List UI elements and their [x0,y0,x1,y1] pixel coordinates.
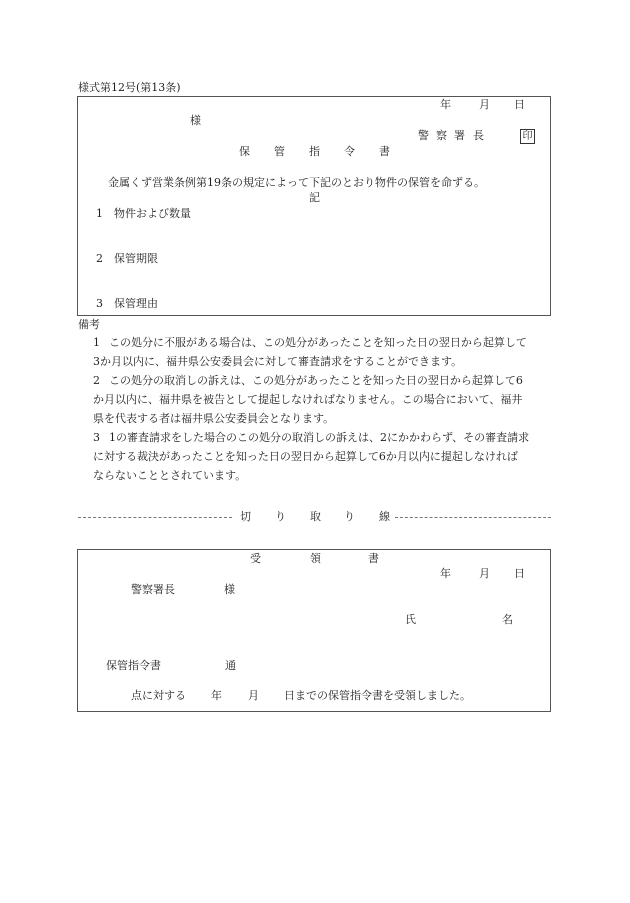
note-1-line-2: 3か月以内に、福井県公安委員会に対して審査請求をすることができます。 [93,355,463,368]
order-date-month: 月 [479,98,490,111]
name-label-char-1: 氏 [405,613,416,626]
item-3-label: 保管理由 [114,297,158,310]
note-2-line-2: か月以内に、福井県を被告として提起しなければなりません。この場合において、福井 [93,393,523,406]
item-1-number: 1 [96,207,103,220]
title-char-5: 書 [379,145,390,158]
note-2-number: 2 [93,374,100,387]
note-2-line-1: この処分の取消しの訴えは、この処分があったことを知った日の翌日から起算して6 [109,374,523,387]
title-char-4: 令 [344,145,355,158]
issuer-char-4: 長 [473,129,484,142]
note-1-number: 1 [93,336,100,349]
note-2-line-3: 県を代表する者は福井県公安委員会となります。 [93,412,335,425]
name-label-char-2: 名 [502,613,513,626]
order-addressee-suffix: 様 [190,114,201,127]
issuer-char-3: 署 [454,129,465,142]
ki-label: 記 [309,191,320,204]
cut-char-3: 取 [310,510,321,523]
statement-part-2: 日までの保管指令書を受領しました。 [284,689,471,702]
cut-char-4: り [344,510,355,523]
receipt-title-char-2: 領 [310,552,321,565]
title-char-1: 保 [239,145,250,158]
order-date-day: 日 [514,98,525,111]
issuer-char-1: 警 [418,129,429,142]
order-body-text: 金属くず営業条例第19条の規定によって下記のとおり物件の保管を命ずる。 [108,176,485,189]
receipt-title-char-3: 書 [368,552,379,565]
statement-month: 月 [248,689,259,702]
statement-year: 年 [211,689,222,702]
receipt-addressee: 警察署長 [131,583,175,596]
cut-char-2: り [275,510,286,523]
title-char-2: 管 [274,145,285,158]
note-3-line-1: 1の審査請求をした場合のこの処分の取消しの訴えは、2にかかわらず、その審査請求 [109,431,530,444]
statement-part-1: 点に対する [131,689,186,702]
note-3-line-2: に対する裁決があったことを知った日の翌日から起算して6か月以内に提起しなければ [93,450,518,463]
remarks-heading: 備考 [78,318,100,331]
issuer-char-2: 察 [436,129,447,142]
item-2-label: 保管期限 [114,252,158,265]
cut-line-left [78,517,232,518]
item-1-label: 物件および数量 [114,207,191,220]
storage-order-box [77,96,551,316]
note-1-line-1: この処分に不服がある場合は、この処分があったことを知った日の翌日から起算して [109,336,527,349]
cut-line-right [395,517,551,518]
receipt-date-year: 年 [440,567,451,580]
note-3-line-3: ならないこととされています。 [93,469,247,482]
doc-label: 保管指令書 [106,659,161,672]
receipt-date-day: 日 [514,567,525,580]
doc-count-unit: 通 [225,659,236,672]
receipt-addressee-suffix: 様 [224,583,235,596]
cut-char-1: 切 [240,510,251,523]
title-char-3: 指 [309,145,320,158]
receipt-date-month: 月 [479,567,490,580]
item-3-number: 3 [96,297,103,310]
note-3-number: 3 [93,431,100,444]
receipt-title-char-1: 受 [250,552,261,565]
cut-char-5: 線 [379,510,390,523]
order-date-year: 年 [440,98,451,111]
item-2-number: 2 [96,252,103,265]
receipt-box [77,549,551,712]
seal-mark: 印 [520,129,535,144]
form-number: 様式第12号(第13条) [78,81,181,94]
